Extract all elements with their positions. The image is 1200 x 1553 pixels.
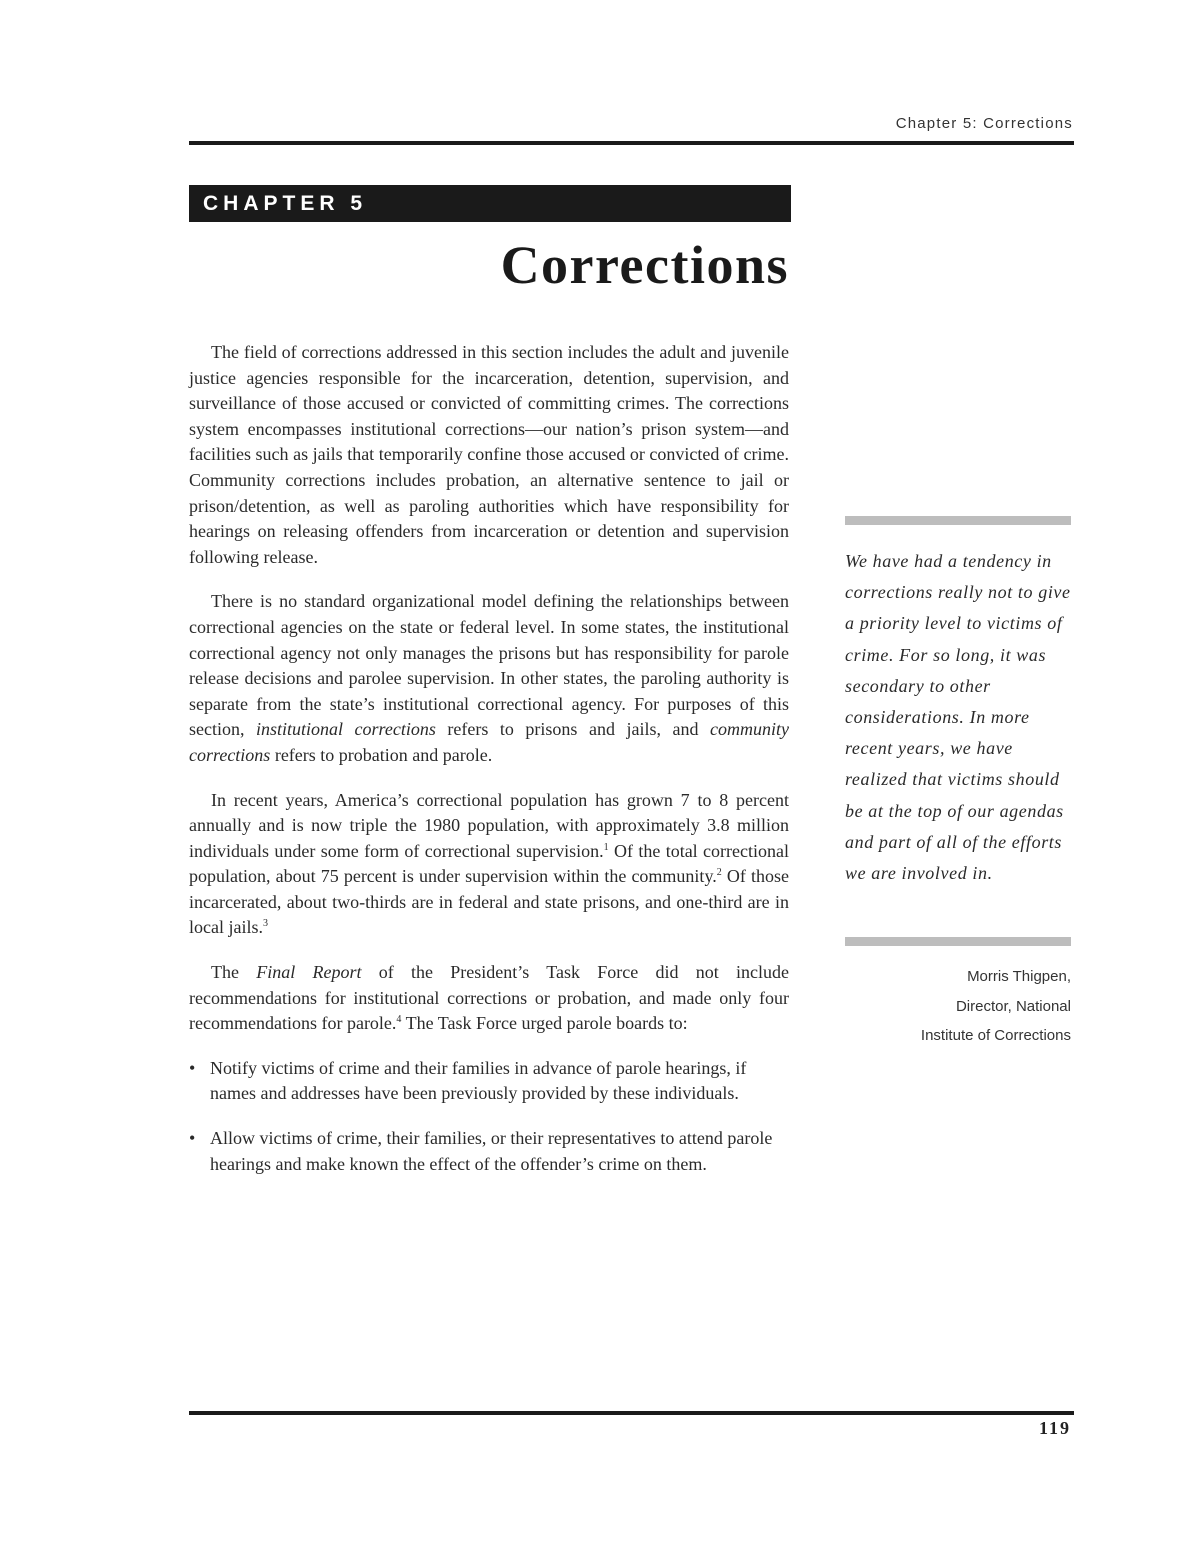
list-item: • Notify victims of crime and their families in advance of parole hearings, if names and addresses have been previously provided by these individuals.	[189, 1057, 747, 1104]
term-institutional-corrections: institutional corrections	[256, 719, 436, 740]
sidebar-rule-bottom	[845, 937, 1071, 946]
chapter-title: Corrections	[500, 235, 789, 295]
footer-rule	[189, 1411, 1074, 1415]
header-rule	[189, 141, 1074, 145]
footnote-ref: 4	[396, 1014, 402, 1026]
paragraph-organizational-model: There is no standard organizational model defining the relationships between correctional agencies on the state or federal level. In some states, the institutional correctional agency not only manages the prisons but has responsibility for parole release decisions and parolee supervision. In other states, the paroling authority is separate from the state’s institutional correctional agency. For purposes of this section, institutional corrections refers to prisons and jails, and community corrections refers to probation and parole.	[189, 591, 789, 765]
paragraph-task-force: The Final Report of the President’s Task Force did not include recommendations for institutional corrections or probation, and made only four recommendations for parole.$^4$ The Task Force urged parole boards to:	[189, 962, 789, 1034]
recommendation-list	[189, 1056, 789, 1177]
footnote-ref: 2	[716, 867, 722, 879]
attribution-title: Director, National	[955, 997, 1071, 1015]
chapter-label: CHAPTER 5	[189, 185, 791, 222]
pull-quote: We have had a tendency in corrections really not to give a priority level to victims of crime. For so long, it was secondary to other considerations. In more recent years, we have realized that victims should be at the top of our agendas and part of all of the efforts we are involved in.	[845, 551, 1071, 884]
main-text	[189, 340, 789, 1196]
list-item: • Allow victims of crime, their families, or their representatives to attend parole hearings and make known the effect of the offender’s crime on them.	[189, 1128, 773, 1174]
title-final-report: Final Report	[256, 962, 362, 983]
footnote-ref: 3	[262, 918, 268, 930]
bullet-icon: •	[189, 1128, 196, 1149]
term-community-corrections: community corrections	[189, 719, 789, 765]
sidebar-rule-top	[845, 516, 1071, 525]
page-number: 119	[1038, 1418, 1071, 1438]
quote-attribution	[845, 962, 1071, 1051]
paragraph-intro: The field of corrections addressed in this section includes the adult and juvenile justice agencies responsible for the incarceration, detention, supervision, and surveillance of those accused or convicted of committing crimes. The corrections system encompasses institutional corrections—our nation’s prison system—and facilities such as jails that temporarily confine those accused or convicted of crime. Community corrections includes probation, an alternative sentence to jail or prison/detention, as well as paroling authorities which have responsibility for hearings on releasing offenders from incarceration or detention and supervision following release.	[189, 342, 789, 567]
paragraph-population: In recent years, America’s correctional population has grown 7 to 8 percent annually and is now triple the 1980 population, with approximately 3.8 million individuals under some form of correctional supervision.$^1$ Of the total correctional population, about 75 percent is under supervision within the community.$^2$ Of those incarcerated, about two-thirds are in federal and state prisons, and one-third are in local jails.$^3$	[189, 789, 789, 938]
bullet-icon: •	[189, 1057, 196, 1078]
attribution-name: Morris Thigpen,	[967, 968, 1071, 985]
attribution-org: Institute of Corrections	[920, 1027, 1071, 1044]
running-head: Chapter 5: Corrections	[895, 115, 1073, 132]
footnote-ref: 1	[603, 841, 609, 853]
